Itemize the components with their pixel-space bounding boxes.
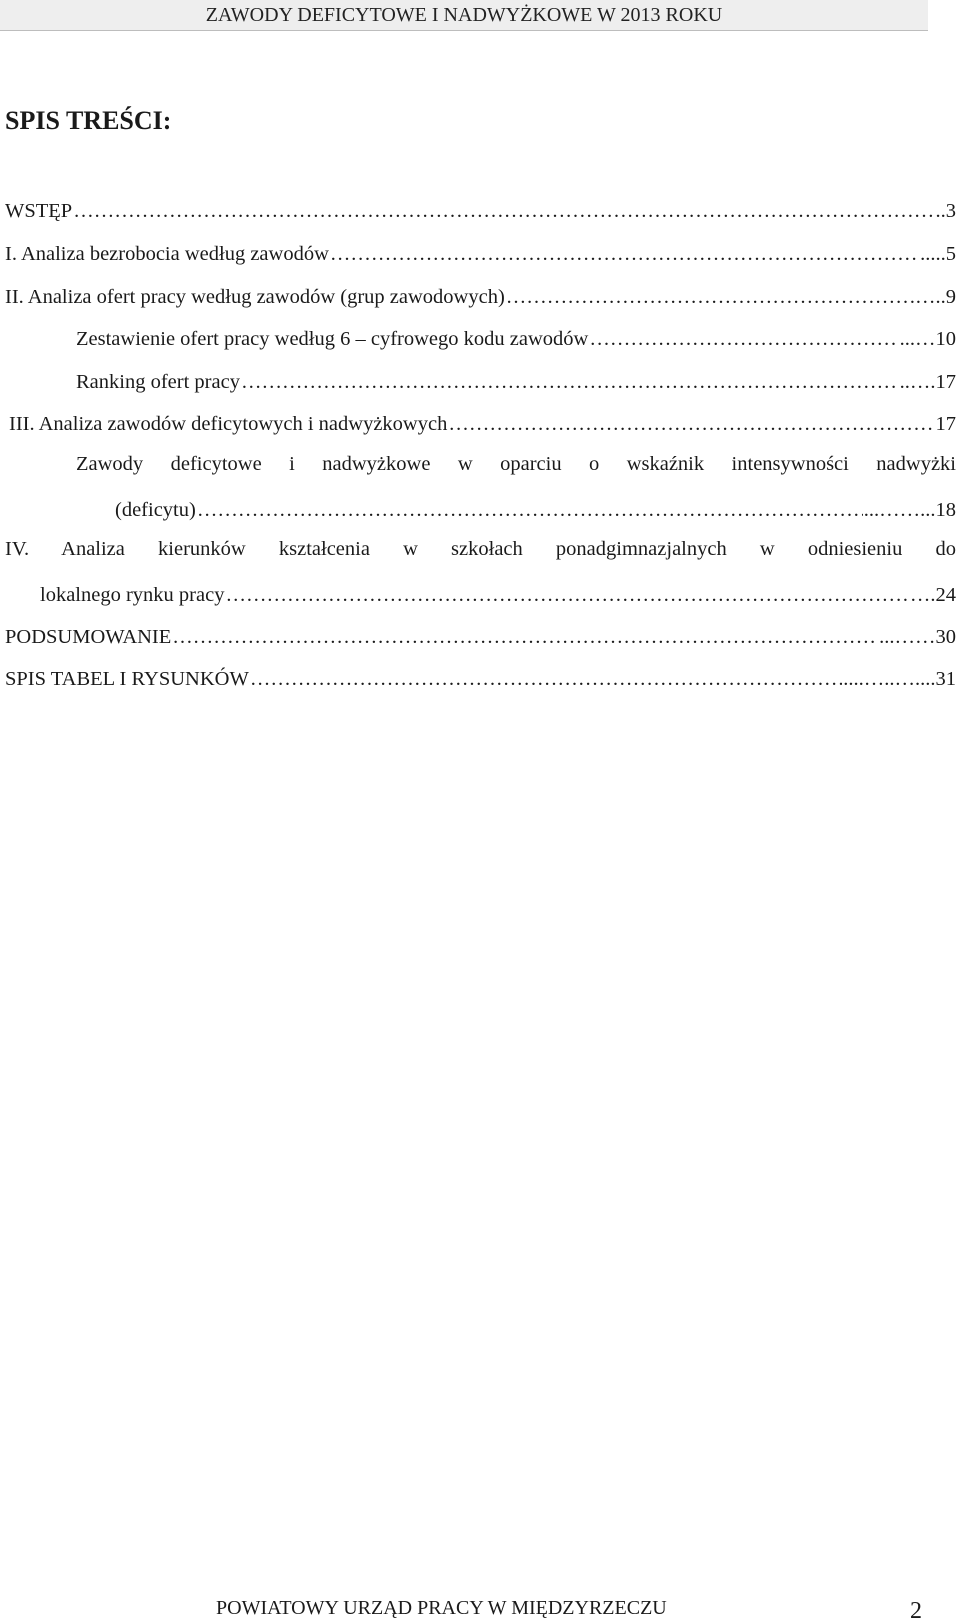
toc-entry-label: WSTĘP <box>5 200 73 222</box>
toc-title: SPIS TREŚCI: <box>5 106 172 135</box>
toc-leader <box>172 624 878 650</box>
toc-entry-label: PODSUMOWANIE <box>5 626 172 648</box>
toc-entry-wstep[interactable] <box>5 198 956 224</box>
toc-leader <box>73 198 934 224</box>
toc-entry-label: I. Analiza bezrobocia według zawodów <box>5 243 329 265</box>
toc-leader <box>589 326 898 352</box>
header-title: ZAWODY DEFICYTOWE I NADWYŻKOWE W 2013 ROKU <box>205 4 723 26</box>
toc-entry-page: ..3 <box>935 200 956 222</box>
toc-entry-label: III. Analiza zawodów deficytowych i nadwyżkowych <box>9 413 448 435</box>
toc-entry-label: Zestawienie ofert pracy według 6 – cyfrowego kodu zawodów <box>76 328 589 350</box>
toc-leader <box>448 411 934 437</box>
toc-entry-label: lokalnego rynku pracy <box>40 584 225 606</box>
toc-entry-kierunki-ksztalcenia-line1[interactable]: IV. Analiza kierunków kształcenia w szkołach ponadgimnazjalnych w odniesieniu do <box>5 538 956 560</box>
toc-entry-page: ....…..…....31 <box>843 668 956 690</box>
toc-entry-zestawienie-ofert[interactable] <box>76 326 956 352</box>
toc-entry-analiza-ofert[interactable] <box>5 284 956 310</box>
toc-entry-label: II. Analiza ofert pracy według zawodów (grup zawodowych) <box>5 286 505 308</box>
page-number: 2 <box>910 1598 922 1624</box>
toc-entry-page: ...…10 <box>899 328 956 350</box>
toc-entry-podsumowanie[interactable] <box>5 624 956 650</box>
toc-entry-page: ...……...18 <box>863 499 956 521</box>
toc-entry-analiza-zawodow[interactable] <box>9 411 956 437</box>
toc-entry-page: ..….17 <box>899 371 956 393</box>
toc-entry-page: .....5 <box>920 243 956 265</box>
running-footer: POWIATOWY URZĄD PRACY W MIĘDZYRZECZU <box>216 1597 667 1619</box>
toc-leader <box>506 284 914 310</box>
toc-leader <box>197 497 863 523</box>
toc-entry-kierunki-ksztalcenia[interactable] <box>40 582 956 608</box>
toc-entry-label: Ranking ofert pracy <box>76 371 240 393</box>
toc-leader <box>330 241 919 267</box>
toc-entry-spis-tabel[interactable] <box>5 666 956 692</box>
toc-entry-label: SPIS TABEL I RYSUNKÓW <box>5 668 249 690</box>
toc-entry-page: ...……30 <box>879 626 956 648</box>
toc-entry-analiza-bezrobocia[interactable] <box>5 241 956 267</box>
toc-leader <box>250 666 842 692</box>
toc-leader <box>225 582 908 608</box>
toc-entry-zawody-deficytowe[interactable] <box>115 497 956 523</box>
toc-entry-page: ….24 <box>909 584 956 606</box>
toc-leader <box>241 369 899 395</box>
running-header <box>0 0 928 31</box>
toc-entry-zawody-deficytowe-line1[interactable]: Zawody deficytowe i nadwyżkowe w oparciu o wskaźnik intensywności nadwyżki <box>76 453 956 475</box>
toc-entry-page: 17 <box>935 413 956 435</box>
toc-entry-ranking-ofert[interactable] <box>76 369 956 395</box>
toc-entry-label: (deficytu) <box>115 499 196 521</box>
toc-entry-page: …..9 <box>915 286 956 308</box>
